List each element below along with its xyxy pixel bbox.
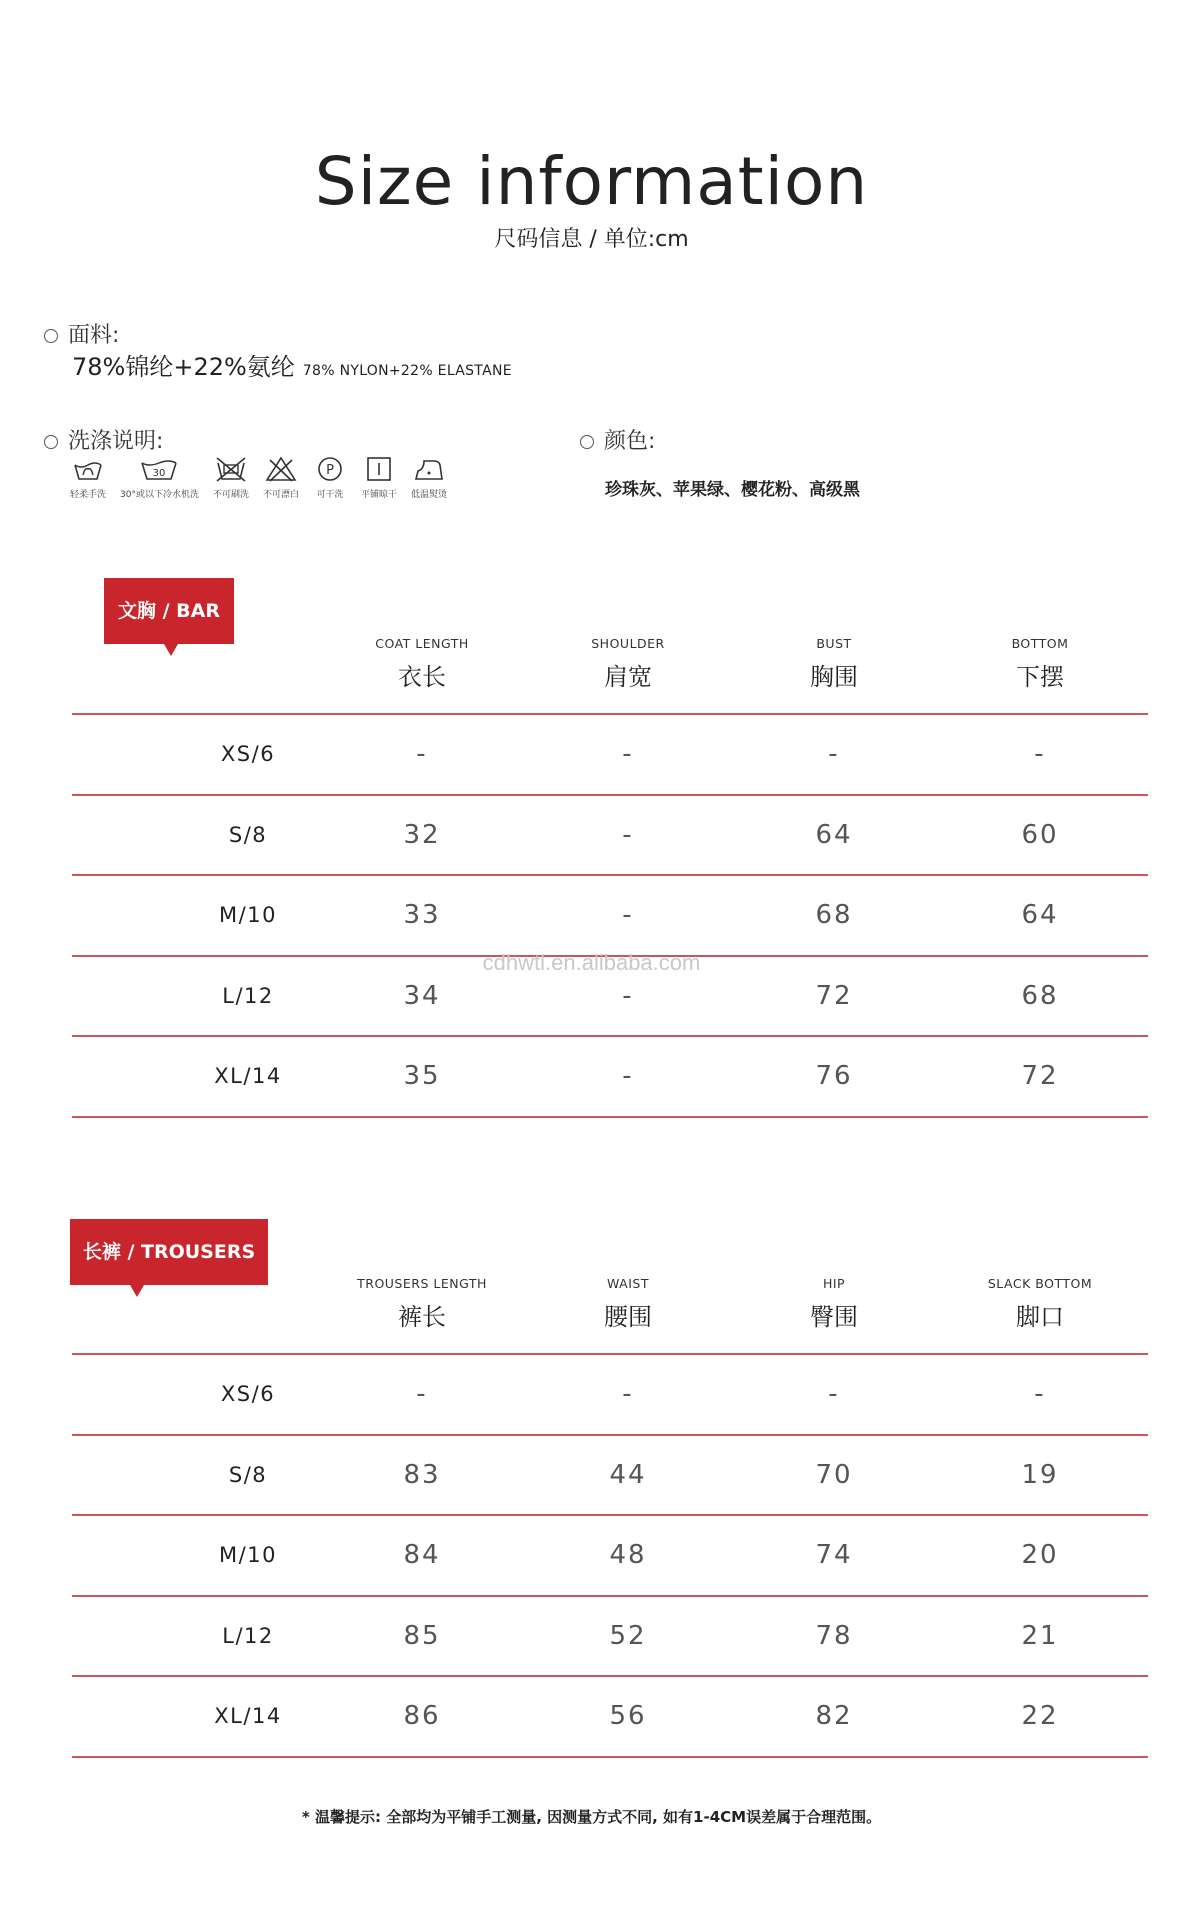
column-header-en: HIP <box>822 1276 846 1291</box>
value-cell: 68 <box>815 900 853 930</box>
colors-value: 珍珠灰、苹果绿、樱花粉、高级黑 <box>605 480 860 500</box>
watermark: cdhwtl.en.alibaba.com <box>482 950 701 975</box>
column-header-cn: 臀围 <box>810 1303 858 1331</box>
size-cell: XL/14 <box>214 1064 282 1088</box>
bullet-circle-icon <box>44 435 58 449</box>
value-cell: - <box>416 1379 428 1409</box>
trousers-table-tag: 长裤 / TROUSERS <box>70 1219 268 1285</box>
column-header-en: SHOULDER <box>591 636 665 651</box>
colors-label: 颜色: <box>604 429 656 454</box>
value-cell: 85 <box>403 1620 441 1651</box>
value-cell: 84 <box>403 1540 441 1570</box>
column-header-en: TROUSERS LENGTH <box>357 1276 487 1291</box>
value-cell: 20 <box>1021 1540 1059 1570</box>
value-cell: 72 <box>815 980 853 1011</box>
column-header <box>734 1276 934 1332</box>
fabric-value <box>72 347 512 382</box>
fabric-value-en: 78% NYLON+22% ELASTANE <box>302 363 512 379</box>
value-cell: - <box>622 900 634 930</box>
value-cell: 64 <box>1021 900 1059 930</box>
flat-dry-icon: 平铺晾干 <box>361 455 397 500</box>
column-header-en: BUST <box>816 636 852 651</box>
column-header <box>528 1276 728 1332</box>
value-cell: - <box>1034 739 1046 769</box>
value-cell: 72 <box>1021 1061 1059 1091</box>
fabric-label: 面料: <box>68 323 120 348</box>
care-icons <box>70 455 461 500</box>
value-cell: 83 <box>403 1459 441 1490</box>
table-row <box>72 1036 1148 1116</box>
care-label: 洗涤说明: <box>68 429 164 454</box>
table-row <box>72 795 1148 875</box>
column-header-cn: 裤长 <box>398 1303 446 1331</box>
bullet-circle-icon <box>580 435 594 449</box>
table-row <box>72 1596 1148 1676</box>
value-cell: 32 <box>403 819 441 850</box>
column-header-en: BOTTOM <box>1011 636 1069 651</box>
value-cell: - <box>622 1061 634 1091</box>
value-cell: 22 <box>1021 1701 1059 1731</box>
value-cell: 60 <box>1021 819 1059 850</box>
page-title: Size information <box>314 143 869 220</box>
footnote: * 温馨提示: 全部均为平铺手工测量, 因测量方式不同, 如有1-4CM误差属于合理范围。 <box>301 1808 882 1826</box>
table-row <box>72 875 1148 955</box>
value-cell: - <box>828 739 840 769</box>
no-brush-wash-icon: 不可刷洗 <box>213 455 249 500</box>
value-cell: - <box>622 739 634 769</box>
value-cell: - <box>622 980 634 1011</box>
svg-text:30: 30 <box>153 468 166 479</box>
value-cell: - <box>828 1379 840 1409</box>
value-cell: 19 <box>1021 1459 1059 1490</box>
care-label-row <box>44 424 163 455</box>
value-cell: 56 <box>609 1701 647 1731</box>
dry-clean-p-icon: P 可干洗 <box>313 455 347 500</box>
value-cell: 86 <box>403 1701 441 1731</box>
column-header <box>734 636 934 692</box>
size-cell: XS/6 <box>220 742 276 766</box>
column-header-cn: 脚口 <box>1016 1303 1064 1331</box>
column-header-cn: 胸围 <box>810 663 858 691</box>
column-header-en: SLACK BOTTOM <box>987 1276 1093 1291</box>
column-header-cn: 衣长 <box>398 663 446 691</box>
table-row <box>72 1435 1148 1515</box>
no-bleach-icon: 不可漂白 <box>263 455 299 500</box>
page-subtitle: 尺码信息 / 单位:cm <box>494 227 689 252</box>
value-cell: 68 <box>1021 980 1059 1011</box>
fabric-label-row <box>44 318 119 349</box>
value-cell: 44 <box>609 1459 647 1490</box>
column-header-en: COAT LENGTH <box>375 636 469 651</box>
table-row <box>72 1515 1148 1595</box>
column-header <box>940 636 1140 692</box>
value-cell: - <box>1034 1379 1046 1409</box>
svg-text:P: P <box>326 463 334 478</box>
value-cell: - <box>622 819 634 850</box>
value-cell: 33 <box>403 900 441 930</box>
column-header-cn: 腰围 <box>604 1303 652 1331</box>
value-cell: - <box>622 1379 634 1409</box>
value-cell: 52 <box>609 1620 647 1651</box>
table-row <box>72 1676 1148 1756</box>
size-cell: L/12 <box>222 1623 274 1648</box>
value-cell: 78 <box>815 1620 853 1651</box>
value-cell: 70 <box>815 1459 853 1490</box>
colors-label-row <box>580 424 655 455</box>
column-header <box>322 1276 522 1332</box>
bullet-circle-icon <box>44 329 58 343</box>
column-header-en: WAIST <box>607 1276 649 1291</box>
value-cell: 21 <box>1021 1620 1059 1651</box>
value-cell: 48 <box>609 1540 647 1570</box>
value-cell: - <box>416 739 428 769</box>
column-header-cn: 下摆 <box>1016 663 1064 691</box>
size-cell: XL/14 <box>214 1704 282 1728</box>
column-header <box>940 1276 1140 1332</box>
size-cell: L/12 <box>222 983 274 1008</box>
size-cell: XS/6 <box>220 1382 276 1406</box>
bar-table-tag: 文胸 / BAR <box>104 578 234 644</box>
size-cell: M/10 <box>219 903 277 927</box>
table-row <box>72 714 1148 794</box>
value-cell: 76 <box>815 1061 853 1091</box>
value-cell: 82 <box>815 1701 853 1731</box>
gentle-hand-wash-icon: 轻柔手洗 <box>70 455 106 500</box>
machine-wash-30-icon: 30 30°或以下冷水机洗 <box>120 455 199 500</box>
value-cell: 74 <box>815 1540 853 1570</box>
low-temp-iron-icon: 低温熨烫 <box>411 455 447 500</box>
size-cell: S/8 <box>228 1462 268 1487</box>
value-cell: 35 <box>403 1061 441 1091</box>
size-cell: M/10 <box>219 1543 277 1567</box>
size-cell: S/8 <box>228 822 268 847</box>
value-cell: 64 <box>815 819 853 850</box>
column-header <box>528 636 728 692</box>
value-cell: 34 <box>403 980 441 1011</box>
column-header-cn: 肩宽 <box>604 663 652 691</box>
table-row <box>72 1354 1148 1434</box>
column-header <box>322 636 522 692</box>
fabric-value-cn: 78%锦纶+22%氨纶 <box>72 353 295 381</box>
